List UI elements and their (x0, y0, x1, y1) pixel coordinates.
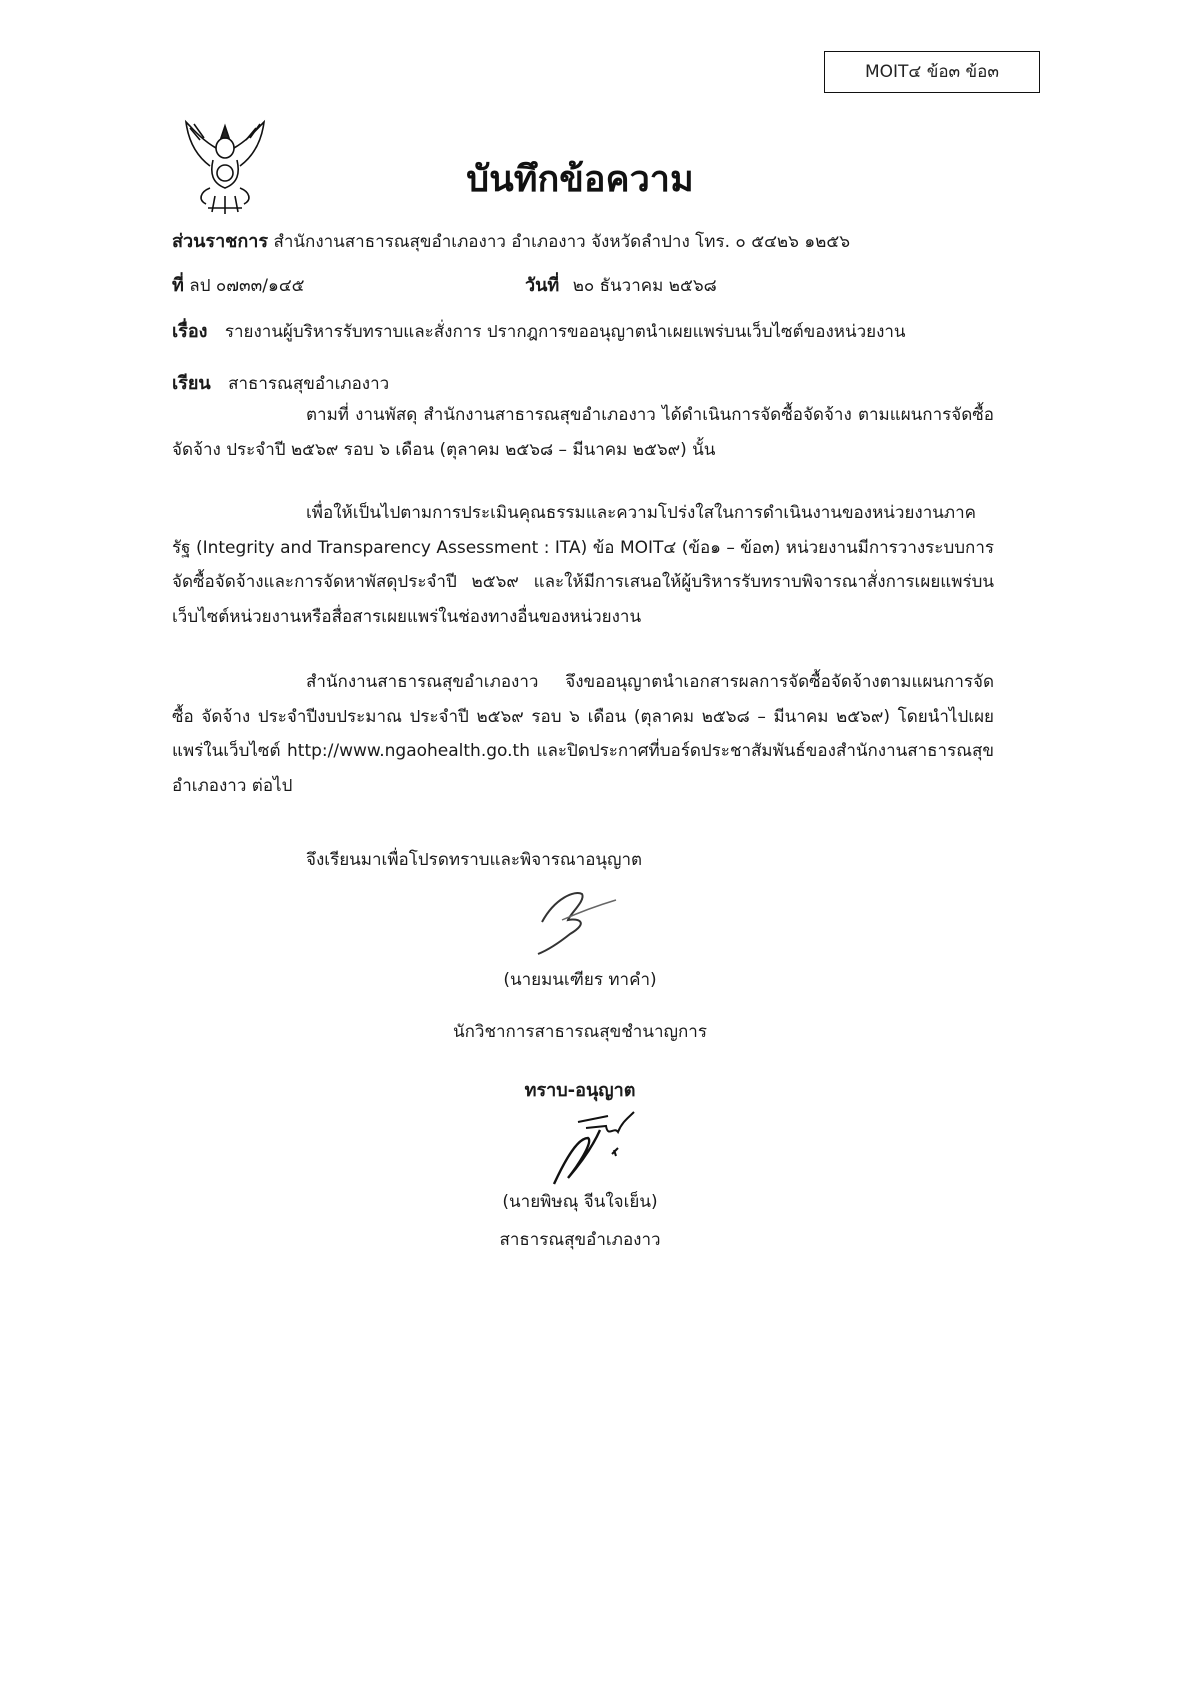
to-value: สาธารณสุขอำเภองาว (228, 374, 390, 394)
to-label: เรียน (172, 373, 211, 394)
agency-label: ส่วนราชการ (172, 231, 269, 252)
signer1-name: (นายมนเฑียร ทาคำ) (503, 970, 657, 990)
signer1-position: นักวิชาการสาธารณสุขชำนาญการ (453, 1022, 707, 1042)
body-paragraph-2: เพื่อให้เป็นไปตามการประเมินคุณธรรมและความโปร่งใสในการดำเนินงานของหน่วยงานภาครัฐ (Integrity and Transparency Assessment : ITA) ข้อ MOIT๔ (ข้อ๑ – ข้อ๓) หน่วยงานมีการวางระบบการจัดซื้อจัดจ้างและการจัดหาพัสดุประจำปี ๒๕๖๙ และให้มีการเสนอให้ผู้บริหารรับทราบพิจารณาสั่งการเผยแพร่บนเว็บไซต์หน่วยงานหรือสื่อสารเผยแพร่ในช่องทางอื่นของหน่วยงาน (172, 503, 994, 627)
agency-line (172, 226, 850, 255)
closing-text: จึงเรียนมาเพื่อโปรดทราบและพิจารณาอนุญาต (306, 850, 643, 870)
date-value: ๒๐ ธันวาคม ๒๕๖๘ (572, 276, 717, 296)
number-value: ลป ๐๗๓๓/๑๔๕ (189, 276, 305, 296)
date-label: วันที่ (525, 275, 560, 296)
page-title: บันทึกข้อความ (466, 159, 694, 200)
body-paragraph-3: สำนักงานสาธารณสุขอำเภองาว จึงขออนุญาตนำเอกสารผลการจัดซื้อจัดจ้างตามแผนการจัดซื้อ จัดจ้าง ประจำปีงบประมาณ ประจำปี ๒๕๖๙ รอบ ๖ เดือน (ตุลาคม ๒๕๖๘ – มีนาคม ๒๕๖๙) โดยนำไปเผยแพร่ในเว็บไซต์ http://www.ngaohealth.go.th และปิดประกาศที่บอร์ดประชาสัมพันธ์ของสำนักงานสาธารณสุขอำเภองาว ต่อไป (172, 672, 994, 796)
approval-label: ทราบ-อนุญาต (524, 1080, 636, 1101)
garuda-emblem-icon (180, 118, 270, 218)
number-line (172, 270, 305, 299)
number-label: ที่ (172, 275, 184, 296)
signature-1-icon (530, 888, 620, 958)
subject-value: รายงานผู้บริหารรับทราบและสั่งการ ปรากฎการขออนุญาตนำเผยแพร่บนเว็บไซต์ของหน่วยงาน (224, 322, 906, 342)
body-paragraph-1: ตามที่ งานพัสดุ สำนักงานสาธารณสุขอำเภองาว ได้ดำเนินการจัดซื้อจัดจ้าง ตามแผนการจัดซื้อจัดจ้าง ประจำปี ๒๕๖๙ รอบ ๖ เดือน (ตุลาคม ๒๕๖๘ – มีนาคม ๒๕๖๙) นั้น (172, 405, 994, 460)
approver-position: สาธารณสุขอำเภองาว (499, 1230, 661, 1250)
to-line (172, 368, 389, 397)
approver-name: (นายพิษณุ จีนใจเย็น) (502, 1192, 658, 1212)
subject-line (172, 316, 906, 345)
subject-label: เรื่อง (172, 321, 208, 342)
signature-2-icon (548, 1108, 643, 1188)
date-line (525, 270, 717, 299)
agency-value: สำนักงานสาธารณสุขอำเภองาว อำเภองาว จังหวัดลำปาง โทร. ๐ ๕๔๒๖ ๑๒๕๖ (273, 232, 850, 252)
document-reference-box: MOIT๔ ข้อ๓ ข้อ๓ (824, 51, 1040, 93)
